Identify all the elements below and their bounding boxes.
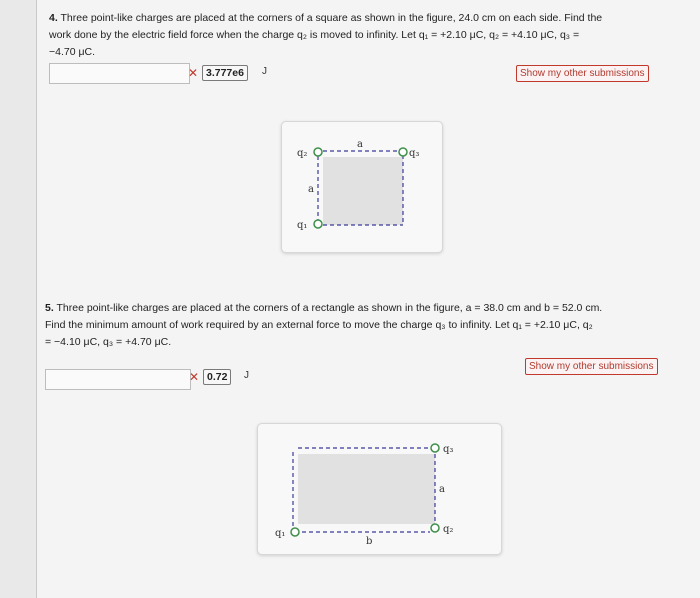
question-4-text: [49, 10, 689, 61]
question-4-submitted-value: 3.777e6: [202, 65, 248, 81]
label-q1: q₁: [275, 528, 286, 539]
question-5-number: 5.: [45, 302, 54, 314]
charge-q2-circle: [314, 148, 322, 156]
problem-page: [36, 0, 700, 598]
charge-q1-circle: [314, 220, 322, 228]
question-4-answer-input[interactable]: [49, 63, 190, 84]
question-5-unit: J: [244, 370, 249, 381]
label-q3: q₃: [409, 148, 420, 159]
label-side-top: a: [357, 139, 363, 150]
rectangle-fill: [298, 454, 435, 524]
question-5-line1: Three point-like charges are placed at the corners of a rectangle as shown in the figure, a = 38.0 cm and b = 52.0 cm.: [56, 302, 603, 314]
question-4-unit: J: [262, 66, 267, 77]
label-q3: q₃: [443, 444, 454, 455]
rectangle-diagram: [258, 424, 501, 554]
question-4-incorrect-icon: ✕: [188, 66, 199, 80]
charge-q2-circle: [431, 524, 439, 532]
charge-q1-circle: [291, 528, 299, 536]
square-diagram: [282, 122, 442, 252]
question-5-submitted-value: 0.72: [203, 369, 231, 385]
question-4-line3: −4.70 μC.: [49, 46, 96, 58]
label-q2: q₂: [443, 524, 454, 535]
label-side-right: a: [439, 484, 445, 495]
question-4-number: 4.: [49, 12, 58, 24]
question-5-line3: = −4.10 μC, q₃ = +4.70 μC.: [45, 336, 172, 348]
question-5-show-submissions-button[interactable]: Show my other submissions: [525, 358, 658, 375]
charge-q3-circle: [431, 444, 439, 452]
question-4-figure: [281, 121, 443, 253]
question-4-line1: Three point-like charges are placed at the corners of a square as shown in the figure, 24.0 cm on each side. Find the: [60, 12, 603, 24]
question-5-figure: [257, 423, 502, 555]
label-q2: q₂: [297, 148, 308, 159]
square-fill: [323, 157, 403, 225]
question-5-answer-input[interactable]: [45, 369, 191, 390]
label-side-left: a: [308, 184, 314, 195]
question-4-line2: work done by the electric field force when the charge q₂ is moved to infinity. Let q₁ = +2.10 μC, q₂ = +4.10 μC, q₃ =: [49, 29, 580, 41]
question-5-text: [45, 300, 693, 351]
question-5-line2: Find the minimum amount of work required by an external force to move the charge q₃ to infinity. Let q₁ = +2.10 μC, q₂: [45, 319, 593, 331]
label-q1: q₁: [297, 220, 308, 231]
charge-q3-circle: [399, 148, 407, 156]
label-side-bottom: b: [366, 536, 373, 547]
question-4-show-submissions-button[interactable]: Show my other submissions: [516, 65, 649, 82]
question-5-incorrect-icon: ✕: [189, 370, 200, 384]
